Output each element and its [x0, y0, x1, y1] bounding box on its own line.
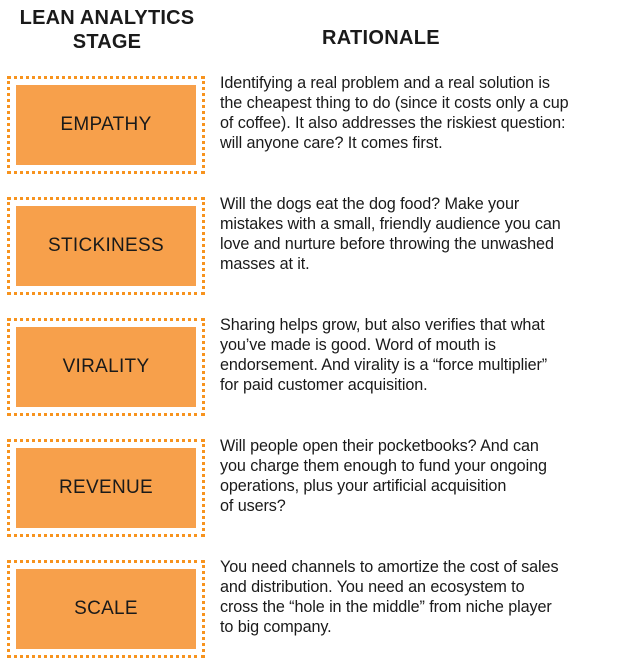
rationale-revenue: [220, 436, 630, 516]
rationale-line: and distribution. You need an ecosystem to: [220, 578, 525, 596]
stage-fill-revenue: [16, 448, 196, 528]
stage-fill-scale: [16, 569, 196, 649]
rationale-line: Will people open their pocketbooks? And can: [220, 437, 539, 455]
rationale-line: the cheapest thing to do (since it costs only a cup: [220, 94, 569, 112]
rationale-line: you charge them enough to fund your ongoing: [220, 457, 547, 475]
rationale-line: of coffee). It also addresses the riskiest question:: [220, 114, 566, 132]
stage-row-revenue: [0, 436, 633, 546]
stage-box-revenue: [7, 439, 205, 537]
rationale-stickiness: [220, 194, 630, 274]
stage-fill-empathy: [16, 85, 196, 165]
stage-row-virality: [0, 315, 633, 425]
rationale-line: Will the dogs eat the dog food? Make your: [220, 195, 520, 213]
stage-label-stickiness: STICKINESS: [48, 235, 164, 256]
rationale-line: Identifying a real problem and a real solution is: [220, 74, 550, 92]
stage-box-empathy: [7, 76, 205, 174]
stage-header-line-2: STAGE: [72, 31, 142, 53]
rationale-line: masses at it.: [220, 255, 310, 273]
stage-box-scale: [7, 560, 205, 658]
stage-box-stickiness: [7, 197, 205, 295]
rationale-line: love and nurture before throwing the unwashed: [220, 235, 554, 253]
rationale-line: will anyone care? It comes first.: [220, 134, 443, 152]
stage-label-virality: VIRALITY: [62, 356, 150, 377]
rationale-line: You need channels to amortize the cost of sales: [220, 558, 559, 576]
stage-label-empathy: EMPATHY: [60, 114, 152, 135]
rationale-line: operations, plus your artificial acquisition: [220, 477, 507, 495]
stage-row-scale: [0, 557, 633, 667]
stage-label-revenue: REVENUE: [59, 477, 153, 498]
stage-column-header: [0, 6, 214, 54]
rationale-line: mistakes with a small, friendly audience you can: [220, 215, 561, 233]
rationale-line: endorsement. And virality is a “force multiplier”: [220, 356, 548, 374]
stage-fill-stickiness: [16, 206, 196, 286]
rationale-empathy: [220, 73, 630, 153]
rationale-line: you’ve made is good. Word of mouth is: [220, 336, 496, 354]
rationale-line: of users?: [220, 497, 286, 515]
rationale-scale: [220, 557, 630, 637]
stage-label-scale: SCALE: [74, 598, 138, 619]
stage-row-stickiness: [0, 194, 633, 304]
rationale-line: Sharing helps grow, but also verifies that what: [220, 316, 545, 334]
rationale-line: cross the “hole in the middle” from niche player: [220, 598, 552, 616]
rationale-column-header: RATIONALE: [322, 27, 440, 49]
rationale-line: to big company.: [220, 618, 332, 636]
stage-header-line-1: LEAN ANALYTICS: [19, 7, 195, 29]
rationale-line: for paid customer acquisition.: [220, 376, 428, 394]
stage-fill-virality: [16, 327, 196, 407]
stage-box-virality: [7, 318, 205, 416]
rationale-virality: [220, 315, 630, 395]
stage-row-empathy: [0, 73, 633, 183]
